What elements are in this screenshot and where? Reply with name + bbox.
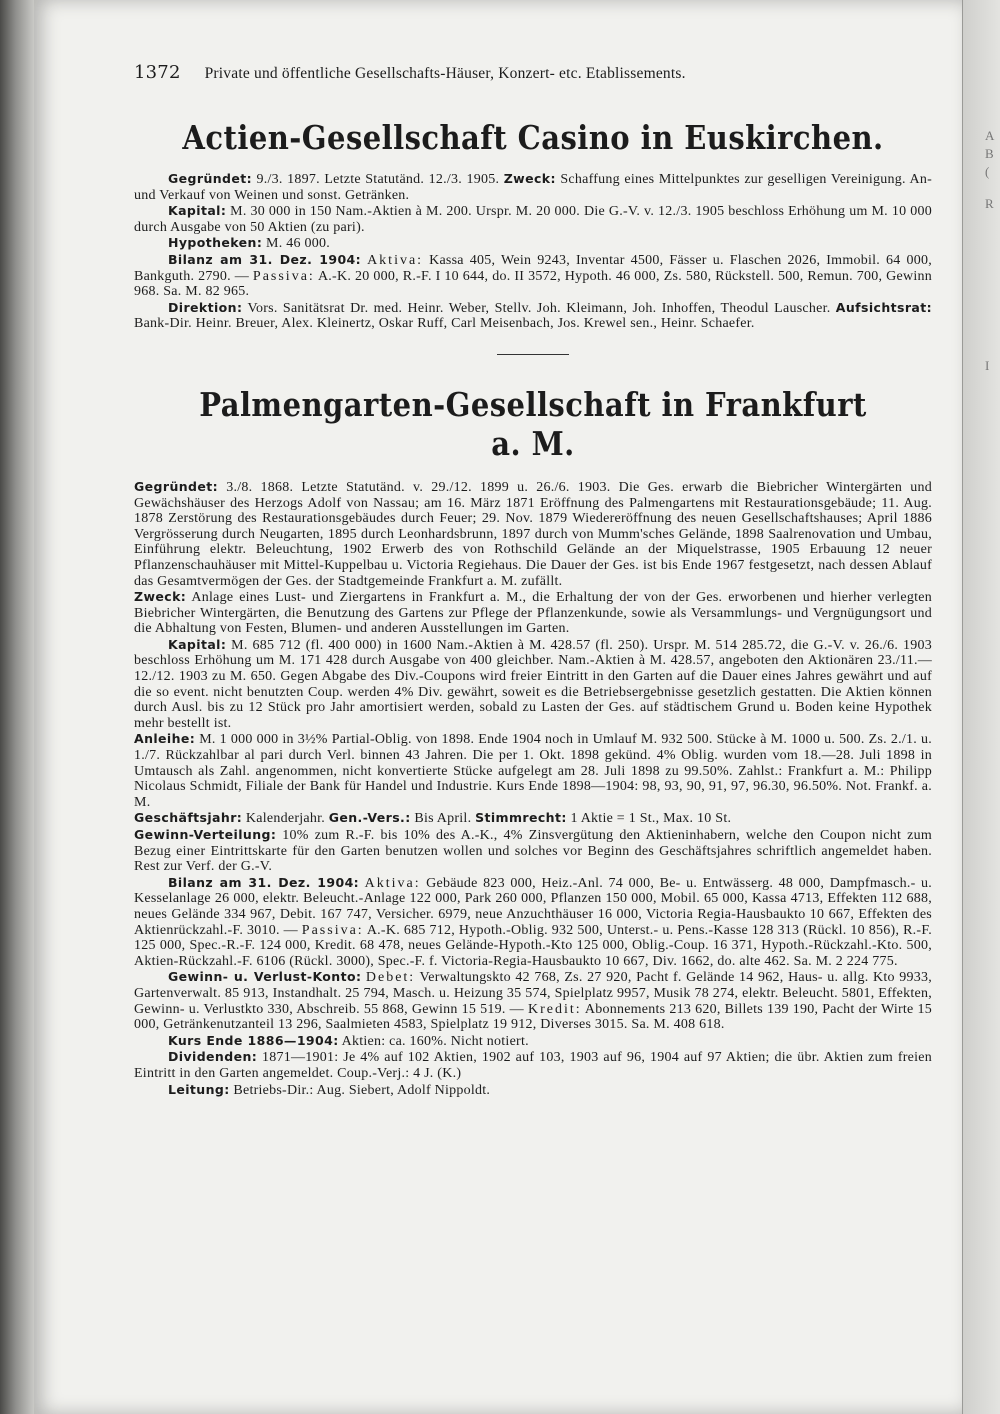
kapital-paragraph — [134, 203, 932, 235]
field-label: Anleihe: — [134, 731, 196, 747]
field-label: Gewinn- u. Verlust-Konto: — [168, 969, 362, 985]
margin-glyph: ( — [985, 164, 990, 179]
field-label: Zweck: — [503, 171, 556, 186]
entry-title: Actien-Gesellschaft Casino in Euskirchen. — [182, 118, 884, 157]
field-value: M. 30 000 in 150 Nam.-Aktien à M. 200. Urspr. M. 20 000. Die G.-V. v. 12./3. 1905 beschloss Erhöhung um M. 10 000 durch Ausgabe von 50 Aktien (zu pari). — [134, 204, 932, 235]
field-value: 1871—1901: Je 4% auf 102 Aktien, 1902 auf 103, 1903 auf 96, 1904 auf 97 Aktien; die übr. Aktien zum freien Eintritt in den Garten angemeldet. Coup.-Verj.: 4 J. (K.) — [134, 1050, 932, 1081]
zweck-paragraph — [134, 589, 932, 637]
field-value: 3./8. 1868. Letzte Statutänd. v. 29./12. 1899 u. 26./6. 1903. Die Ges. erwarb die Biebricher Wintergärten und Gewächshäuser des Herzogs Adolf von Nassau; am 16. März 1871 Eröffnung des Palmengartens mit Restaurationsgebäude; 11. Aug. 1878 Zerstörung des Restaurationsgebäudes durch Feuer; 29. Nov. 1879 Wiedereröffnung des neuen Gesellschaftshauses; April 1886 Vergrösserung durch Neugarten, 1895 durch Leonhardsbrunn, 1897 durch von Mumm'sches Gelände, 1898 Saalrenovation und Umbau, Einführung elektr. Beleuchtung, 1902 Erwerb des von Rothschild Gelände an der Miquelstrasse, 1905 Erbauung 12 neuer Pflanzenschauhäuser mit Mittel-Kuppelbau u. Victoria Regiehaus. Die Dauer der Ges. ist bis Ende 1967 festgesetzt, nach dessen Ablauf das Gesamtvermögen der Ges. der Stadtgemeinde Frankfurt a. M. zufällt. — [134, 479, 933, 589]
entry-palmengarten-frankfurt — [134, 385, 932, 1098]
aktiva-label: Aktiva: — [367, 252, 424, 268]
margin-glyph: A — [985, 128, 995, 143]
field-value: M. 1 000 000 in 3½% Partial-Oblig. von 1898. Ende 1904 noch in Umlauf M. 932 500. Stücke à M. 1000 u. 500. Zs. 2./1. u. 1./7. Rückzahlbar al pari durch Verl. binnen 43 Jahren. Die per 1. Okt. 1898 gekünd. 4% Oblig. wurden vom 18.—28. Juli 1898 in Umtausch als Zahl. angenommen, nicht konvertierte Stücke aufgelegt am 28. Juli 1898 zu 99.50%. Zahlst.: Frankfurt a. M.: Philipp Nicolaus Schmidt, Filiale der Bank für Handel und Industrie. Kurs Ende 1898—1904: 98, 93, 90, 91, 97, 96.30, 96.50%. Not. Frankf. a. M. — [134, 732, 932, 810]
field-value: Bank-Dir. Heinr. Breuer, Alex. Kleinertz, Oskar Ruff, Carl Meisenbach, Jos. Krewel sen., Heinr. Schaefer. — [134, 316, 755, 332]
kurs-paragraph — [134, 1033, 932, 1050]
field-value: Abonnements 213 620, Billets 139 190, Pacht der Wirte 15 000, Getränkenutzanteil 13 296, Saalmieten 4583, Spielplatz 19 912, Diverses 3015. Sa. M. 408 618. — [134, 1001, 933, 1033]
field-value: Schaffung eines Mittelpunktes zur geselligen Vereinigung. An- und Verkauf von Weinen und sonst. Getränken. — [134, 172, 933, 203]
field-label: Gegründet: — [134, 478, 219, 494]
field-value: M. 46 000. — [266, 236, 330, 252]
field-label: Gen.-Vers.: — [328, 810, 411, 826]
margin-glyph: I — [985, 358, 990, 373]
field-label: Bilanz am 31. Dez. 1904: — [168, 874, 360, 890]
field-label: Hypotheken: — [168, 235, 263, 251]
bilanz-paragraph — [134, 875, 932, 970]
field-value: Gebäude 823 000, Heiz.-Anl. 74 000, Be- u. Entwässerg. 48 000, Dampfmasch.- u. Kesselanlage 26 000, elektr. Beleucht.-Anlage 122 000, Park 260 000, Pflanzen 150 000, Mobil. 65 000, Kassa 4713, Effekten 112 688, neues Gelände 334 967, Debit. 167 747, Versicher. 6979, neue Anzuchthäuser 16 000, Victoria Regia-Hausbaukto 10 667, Effekten des Aktienrückzahl.-F. 3010. — — [134, 875, 933, 938]
field-value: A.-K. 685 712, Hypoth.-Oblig. 932 500, Unterst.- u. Pens.-Kasse 128 313 (Rückl. 10 856), R.-F. 125 000, Spec.-R.-F. 124 000, Kredit. 68 478, neues Gelände-Hypoth.-Kto 125 000, Oblig.-Coup. 16 371, Hypoth.-Rückzahl.-Kto. 500, Aktien-Rückzahl.-F. 6106 (Rückl. 3000), Spec.-F. f. Victoria-Regia-Hausbaukto 10 667, Div. 1662, do. alte 462. Sa. M. 2 224 775. — [134, 922, 933, 969]
anleihe-paragraph — [134, 731, 932, 810]
running-head-text: Private und öffentliche Gesellschafts-Häuser, Konzert- etc. Etablissements. — [204, 65, 686, 82]
gewinn-verlust-paragraph — [134, 969, 932, 1032]
field-label: Direktion: — [168, 299, 243, 315]
field-value: 9./3. 1897. Letzte Statutänd. 12./3. 1905. — [256, 172, 500, 187]
margin-glyph: B — [985, 146, 994, 161]
direktion-paragraph — [134, 300, 932, 332]
leitung-paragraph — [134, 1082, 932, 1099]
dividenden-paragraph — [134, 1049, 932, 1081]
field-value: Kalenderjahr. — [245, 811, 325, 827]
kapital-paragraph — [134, 637, 932, 732]
gewinnverteilung-paragraph — [134, 827, 932, 875]
field-label: Gegründet: — [168, 171, 253, 186]
field-label: Dividenden: — [168, 1049, 258, 1065]
field-value: A.-K. 20 000, R.-F. I 10 644, do. II 3572, Hypoth. 46 000, Zs. 580, Rückstell. 500, Remun. 700, Gewinn 968. Sa. M. 82 965. — [134, 268, 932, 300]
field-label: Zweck: — [134, 589, 187, 605]
field-label: Kurs Ende 1886—1904: — [168, 1032, 339, 1048]
passiva-label: Passiva: — [301, 922, 364, 938]
running-head — [134, 62, 932, 90]
field-value: Vors. Sanitätsrat Dr. med. Heinr. Weber, Stellv. Joh. Kleimann, Joh. Inhoffen, Theodul Lauscher. — [247, 300, 831, 316]
field-value: 10% zum R.-F. bis 10% des A.-K., 4% Zinsvergütung den Aktieninhabern, welche den Coupon nicht zum Bezug einer Eintrittskarte für den Garten benutzen wollen und solches vor Beginn des Geschäftsjahres schriftlich angemeldet haben. Rest zur Verf. der G.-V. — [134, 828, 932, 875]
field-label: Kapital: — [168, 203, 227, 219]
field-value: Aktien: ca. 160%. Nicht notiert. — [341, 1033, 529, 1049]
field-label: Geschäftsjahr: — [134, 810, 243, 826]
field-value: M. 685 712 (fl. 400 000) in 1600 Nam.-Aktien à M. 428.57 (fl. 250). Urspr. M. 514 285.72, die G.-V. v. 26./6. 1903 beschloss Erhöhung um M. 171 428 durch Ausgabe von 400 gleichber. Nam.-Aktien à M. 428.57, angeboten den Aktionären 23./11.—12./12. 1903 zu M. 650. Gegen Abgabe des Div.-Coupons wird freier Eintritt in den Garten auf die Dauer eines Jahres gewährt und auf die so event. nicht benutzten Coup. werden 4% Div. gewährt, soweit es die Betriebsergebnisse gesetzlich gestatten. Die Aktien können durch Ausl. bis zu 12 Stück pro Jahr amortisiert werden, sobald zu Lasten der Ges. auf städtischem Grund u. Boden keine Hypothek mehr bestellt ist. — [134, 637, 933, 731]
aktiva-label: Aktiva: — [364, 875, 421, 891]
field-value: Anlage eines Lust- und Ziergartens in Frankfurt a. M., die Erhaltung der von der Ges. erworbenen und hierher verlegten Biebricher Wintergärten, die Benutzung des Gartens zur Pflege der Pflanzenkunde, sowie als Versammlungs- und Vergnügungsort und die Abhaltung von Festen, Blumen- und anderen Ausstellungen im Garten. — [134, 590, 932, 637]
field-label: Gewinn-Verteilung: — [134, 827, 277, 842]
page-content — [134, 62, 932, 1098]
margin-glyph: R — [985, 196, 994, 211]
field-value: 1 Aktie = 1 St., Max. 10 St. — [570, 811, 732, 827]
debet-label: Debet: — [365, 970, 416, 986]
entry-casino-euskirchen — [134, 118, 932, 332]
field-label: Stimmrecht: — [475, 810, 567, 826]
facing-page-edge — [962, 0, 1000, 1414]
bilanz-paragraph — [134, 252, 932, 300]
gegruendet-paragraph — [134, 479, 932, 589]
gegruendet-paragraph — [134, 171, 932, 203]
field-label: Aufsichtsrat: — [835, 299, 933, 315]
hypotheken-paragraph — [134, 235, 932, 252]
field-value: Bis April. — [414, 811, 472, 827]
kredit-label: Kredit: — [527, 1001, 582, 1017]
field-label: Leitung: — [168, 1081, 230, 1097]
field-label: Kapital: — [168, 636, 227, 652]
field-value: Verwaltungskto 42 768, Zs. 27 920, Pacht f. Gelände 14 962, Haus- u. allg. Kto 9933, Gartenverwalt. 85 913, Instandhalt. 25 794, Masch. u. Heizung 35 574, Spielplatz 9957, Musik 78 274, elektr. Beleucht. 5801, Effekten, Gewinn- u. Verlustkto 330, Abschreib. 55 868, Gewinn 15 519. — — [134, 970, 933, 1017]
section-divider — [497, 354, 569, 355]
page-number: 1372 — [134, 62, 181, 83]
geschaeftsjahr-paragraph — [134, 810, 932, 827]
entry-title: Palmengarten-Gesellschaft in Frankfurt a. M. — [199, 384, 867, 463]
book-spine-shadow — [0, 0, 34, 1414]
field-value: Betriebs-Dir.: Aug. Siebert, Adolf Nippoldt. — [233, 1082, 491, 1098]
passiva-label: Passiva: — [252, 268, 315, 284]
field-label: Bilanz am 31. Dez. 1904: — [168, 251, 362, 267]
field-value: Kassa 405, Wein 9243, Inventar 4500, Fässer u. Flaschen 2026, Immobil. 64 000, Bankguth. 2790. — — [134, 252, 933, 284]
